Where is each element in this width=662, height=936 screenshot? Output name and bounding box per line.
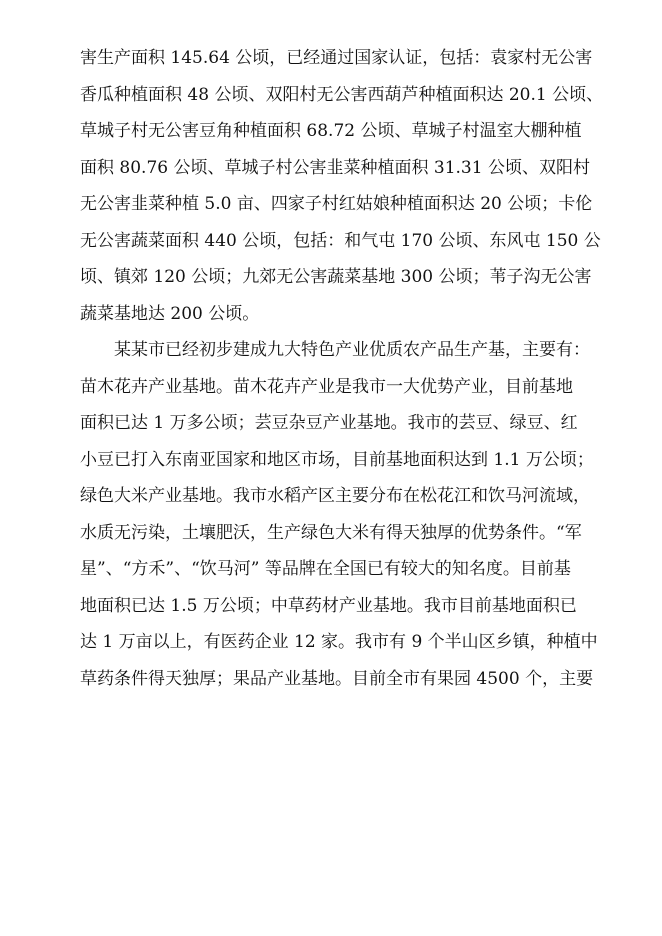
paragraph-line: 香瓜种植面积 48 公顷、双阳村无公害西葫芦种植面积达 20.1 公顷、 [80, 84, 604, 105]
body-text [80, 40, 604, 697]
paragraph-line: 苗木花卉产业基地。苗木花卉产业是我市一大优势产业，目前基地 [80, 376, 573, 397]
paragraph-line: 顷、镇郊 120 公顷；九郊无公害蔬菜基地 300 公顷；苇子沟无公害 [80, 267, 592, 287]
paragraph-line: 面积已达 1 万多公顷；芸豆杂豆产业基地。我市的芸豆、绿豆、红 [80, 413, 578, 433]
paragraph-line: 蔬菜基地达 200 公顷。 [80, 303, 260, 324]
paragraph-line: 无公害蔬菜面积 440 公顷，包括：和气屯 170 公顷、东风屯 150 公 [80, 230, 601, 251]
paragraph-line: 地面积已达 1.5 万公顷；中草药材产业基地。我市目前基地面积已 [80, 595, 577, 616]
paragraph-line: 水质无污染，土壤肥沃，生产绿色大米有得天独厚的优势条件。“军 [80, 522, 582, 543]
paragraph-line: 某某市已经初步建成九大特色产业优质农产品生产基，主要有： [114, 340, 590, 360]
paragraph-2 [80, 332, 598, 697]
paragraph-1 [80, 40, 604, 332]
paragraph-line: 达 1 万亩以上，有医药企业 12 家。我市有 9 个半山区乡镇，种植中 [80, 632, 598, 652]
paragraph-line: 小豆已打入东南亚国家和地区市场，目前基地面积达到 1.1 万公顷； [80, 449, 594, 470]
paragraph-line: 星”、“方禾”、“饮马河” 等品牌在全国已有较大的知名度。目前基 [80, 559, 571, 579]
paragraph-line: 草城子村无公害豆角种植面积 68.72 公顷、草城子村温室大棚种植 [80, 121, 582, 141]
paragraph-line: 无公害韭菜种植 5.0 亩、四家子村红姑娘种植面积达 20 公顷；卡伦 [80, 194, 593, 214]
paragraph-line: 草药条件得天独厚；果品产业基地。目前全市有果园 4500 个，主要 [80, 668, 594, 689]
paragraph-line: 害生产面积 145.64 公顷，已经通过国家认证，包括：袁家村无公害 [80, 48, 593, 68]
paragraph-line: 绿色大米产业基地。我市水稻产区主要分布在松花江和饮马河流域， [80, 486, 590, 506]
paragraph-line: 面积 80.76 公顷、草城子村公害韭菜种植面积 31.31 公顷、双阳村 [80, 157, 590, 178]
